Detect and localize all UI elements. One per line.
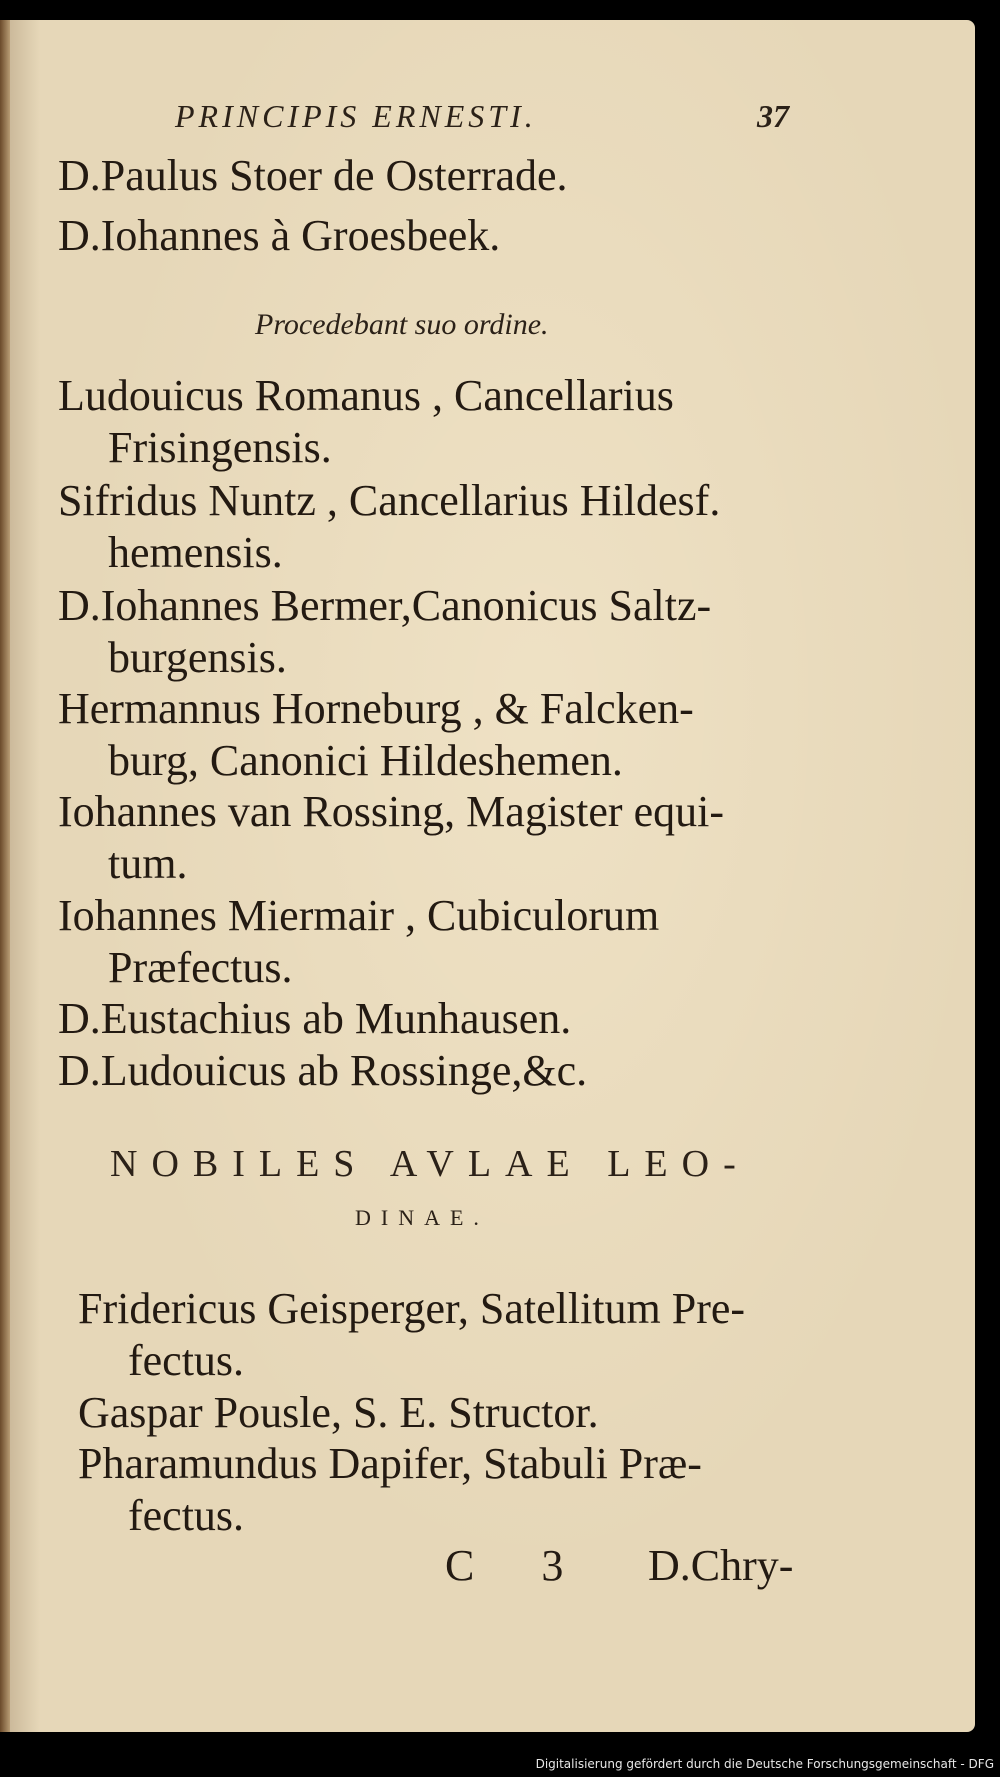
entry-line: burg, Canonici Hildeshemen. — [108, 736, 623, 785]
nobiles-line: Pharamundus Dapifer, Stabuli Præ- — [78, 1439, 702, 1488]
catchword: D.Chry- — [648, 1541, 794, 1590]
entry-line: Ludouicus Romanus , Cancellarius — [58, 371, 674, 420]
entry-line: Præfectus. — [108, 943, 293, 992]
running-head: PRINCIPIS ERNESTI. — [175, 98, 537, 134]
nobiles-line: Fridericus Geisperger, Satellitum Pre- — [78, 1284, 746, 1333]
entry-line: hemensis. — [108, 528, 283, 577]
section-heading: NOBILES AVLAE LEO- — [110, 1143, 750, 1185]
subheading: Procedebant suo ordine. — [255, 308, 549, 341]
entry-line: Hermannus Horneburg , & Falcken- — [58, 684, 694, 733]
entry-line: Iohannes Miermair , Cubiculorum — [58, 891, 660, 940]
nobiles-line: fectus. — [128, 1336, 245, 1385]
entry-line: D.Iohannes Bermer,Canonicus Saltz- — [58, 581, 712, 630]
text-line: D.Iohannes à Groesbeek. — [58, 211, 501, 260]
entry-line: Iohannes van Rossing, Magister equi- — [58, 787, 724, 836]
entry-line: Frisingensis. — [108, 423, 332, 472]
page-gutter — [0, 20, 10, 1732]
digitization-footer: Digitalisierung gefördert durch die Deutsche Forschungsgemeinschaft - DFG — [535, 1757, 994, 1771]
entry-line: Sifridus Nuntz , Cancellarius Hildesf. — [58, 476, 721, 525]
signature-mark: C 3 — [445, 1541, 592, 1590]
section-heading-continued: DINAE. — [355, 1205, 489, 1230]
entry-line: tum. — [108, 839, 188, 888]
entry-line: D.Ludouicus ab Rossinge,&c. — [58, 1046, 588, 1095]
entry-line: burgensis. — [108, 633, 287, 682]
page-number: 37 — [757, 98, 789, 134]
nobiles-line: fectus. — [128, 1491, 245, 1540]
nobiles-line: Gaspar Pousle, S. E. Structor. — [78, 1388, 599, 1437]
entry-line: D.Eustachius ab Munhausen. — [58, 994, 572, 1043]
text-line: D.Paulus Stoer de Osterrade. — [58, 151, 568, 200]
